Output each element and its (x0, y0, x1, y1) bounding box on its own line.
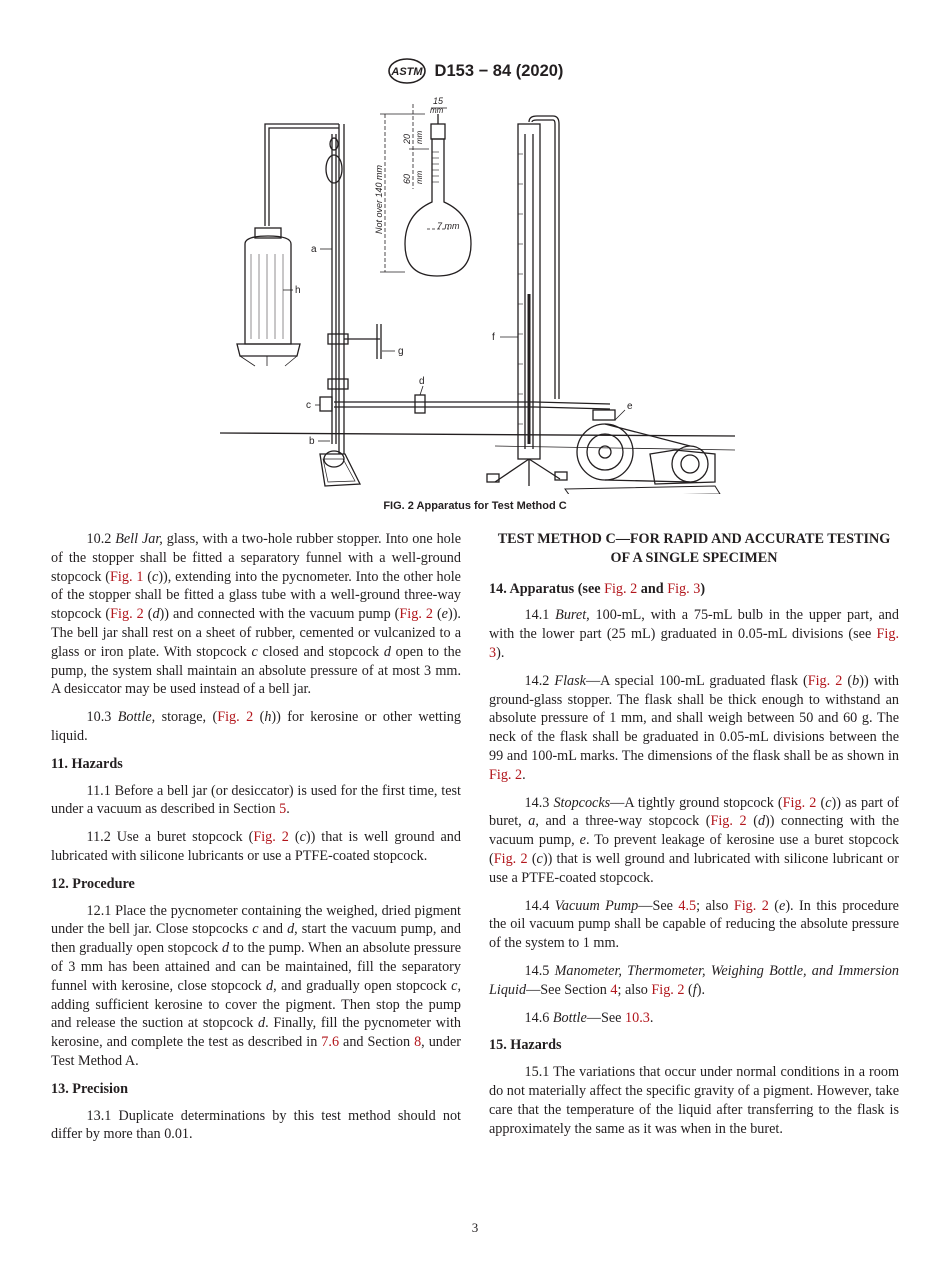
label-e: e (627, 401, 633, 412)
page-number: 3 (471, 1220, 479, 1235)
section-heading-13: 13. Precision (51, 1080, 128, 1097)
label-d: d (419, 376, 425, 387)
section-ref[interactable]: 8 (414, 1034, 422, 1051)
fig-ref[interactable]: Fig. 2 (217, 709, 254, 726)
paragraph-14-2: 14.2 Flask—A special 100-mL graduated flask (Fig. 2 (b)) with ground-glass stopper. The flask shall be thick enough to withstand an absolute pressure of 1 mm, and shall weigh between 50 and 60 g. The neck of the flask shall be graduated in 0.05-mL divisions between the 99 and 100-mL marks. The dimensions of the flask shall be as shown in Fig. 2. (489, 672, 899, 783)
apparatus-figure (215, 94, 735, 494)
paragraph-15-1: 15.1 The variations that occur under normal conditions in a room do not materially affect the specific gravity of a pigment. However, take care that the temperature of the liquid after transferring to the flask is approximately the same as it was when in the buret. (489, 1064, 899, 1137)
fig-ref[interactable]: Fig. 2 (651, 981, 685, 998)
document-id: D153 − 84 (2020) (434, 61, 564, 80)
dim-20: 20 (402, 133, 412, 144)
paragraph-10-3: 10.3 Bottle, storage, (Fig. 2 (h)) for kerosine or other wetting liquid. (51, 709, 461, 744)
dim-140: Not over 140 mm (374, 164, 384, 234)
fig-ref[interactable]: Fig. 2 (110, 606, 144, 623)
dim-15-unit: mm (430, 106, 444, 115)
fig-ref[interactable]: Fig. 2 (733, 897, 769, 914)
fig-ref[interactable]: Fig. 1 (110, 568, 144, 585)
fig-ref[interactable]: Fig. 2 (399, 606, 433, 623)
paragraph-14-6: 14.6 Bottle—See 10.3. (524, 1009, 654, 1026)
section-heading-11: 11. Hazards (51, 755, 123, 772)
fig-ref[interactable]: Fig. 2 (807, 672, 843, 689)
dim-7mm: 7 mm (437, 221, 460, 231)
paragraph-12-1: 12.1 Place the pycnometer containing the weighed, dried pigment under the bell jar. Close stopcocks c and d, start the vacuum pump, and then gradually open stopcock d to the pump. When an absolute pressure of 3 mm has been attained and can be maintained, fill the separatory funnel with kerosine, close stopcock d, and gradually open stopcock c, adding sufficient kerosine to cover the pigment. Then stop the pump and release the suction at stopcock d. Finally, fill the pycnometer with kerosine, and complete the test as described in 7.6 and Section 8, under Test Method A. (51, 902, 462, 1069)
label-c: c (306, 400, 311, 411)
paragraph-14-4: 14.4 Vacuum Pump—See 4.5; also Fig. 2 (e). In this procedure the oil vacuum pump shall be capable of reducing the absolute pressure of the system to 1 mm. (489, 897, 899, 952)
paragraph-11-1: 11.1 Before a bell jar (or desiccator) is used for the first time, test under a vacuum as described in Section 5. (51, 782, 461, 818)
dim-60-unit: mm (415, 170, 424, 184)
dim-20-unit: mm (415, 130, 424, 144)
label-g: g (398, 346, 404, 357)
paragraph-11-2: 11.2 Use a buret stopcock (Fig. 2 (c)) that is well ground and lubricated with silicone lubricants or use a PTFE-coated stopcock. (51, 829, 461, 864)
dim-60: 60 (402, 173, 412, 184)
section-ref[interactable]: 4 (610, 981, 618, 998)
fig-ref[interactable]: Fig. 2 (253, 829, 289, 846)
test-method-heading: TEST METHOD C—FOR RAPID AND ACCURATE TESTING OF A SINGLE SPECIMEN (497, 531, 891, 566)
fig-ref[interactable]: Fig. 2 (489, 766, 523, 783)
fig-ref[interactable]: Fig. 3 (667, 580, 701, 597)
label-b: b (309, 436, 315, 447)
section-ref[interactable]: 7.6 (321, 1034, 340, 1051)
section-ref[interactable]: 5 (279, 801, 287, 818)
label-a: a (311, 244, 317, 255)
paragraph-14-1: 14.1 Buret, 100-mL, with a 75-mL bulb in the upper part, and with the lower part (25 mL) graduated in 0.05-mL divisions (see Fig. 3). (489, 607, 899, 661)
label-h: h (295, 285, 301, 296)
section-ref[interactable]: 10.3 (625, 1009, 650, 1026)
label-f: f (492, 332, 495, 343)
fig-ref[interactable]: Fig. 2 (710, 813, 747, 830)
fig-ref[interactable]: Fig. 2 (604, 580, 638, 597)
figure-caption: FIG. 2 Apparatus for Test Method C (383, 500, 567, 512)
apparatus-drawing (215, 94, 735, 494)
section-heading-12: 12. Procedure (51, 875, 135, 892)
fig-ref[interactable]: Fig. 3 (489, 626, 899, 661)
paragraph-14-5: 14.5 Manometer, Thermometer, Weighing Bottle, and Immersion Liquid—See Section 4; also Fig. 2 (f). (489, 962, 899, 998)
right-column (489, 530, 899, 1147)
astm-logo-icon (387, 58, 427, 84)
dim-15: 15 (433, 96, 444, 106)
fig-ref[interactable]: Fig. 2 (782, 794, 817, 811)
paragraph-10-2: 10.2 Bell Jar, glass, with a two-hole rubber stopper. Into one hole of the stopper shall be fitted a separatory funnel with a well-ground stopcock (Fig. 1 (c)), extending into the pycnometer. Into the other hole of the stopper shall be fitted a glass tube with a well-ground three-way stopcock (Fig. 2 (d)) and connected with the vacuum pump (Fig. 2 (e)). The bell jar shall rest on a sheet of rubber, cemented or vulcanized to a glass or iron plate. With stopcock c closed and stopcock d open to the pump, the system shall maintain an absolute pressure of at most 3 mm. A desiccator may be used instead of a bell jar. (51, 531, 462, 698)
left-column (51, 530, 461, 1153)
section-heading-15: 15. Hazards (489, 1037, 562, 1054)
section-ref[interactable]: 4.5 (678, 897, 697, 914)
section-heading-14: 14. Apparatus (see Fig. 2 and Fig. 3) (489, 580, 706, 597)
paragraph-13-1: 13.1 Duplicate determinations by this test method should not differ by more than 0.01. (51, 1107, 461, 1143)
fig-ref[interactable]: Fig. 2 (493, 850, 528, 867)
page-header (0, 58, 950, 89)
logo-text: ASTM (390, 66, 423, 78)
paragraph-14-3: 14.3 Stopcocks—A tightly ground stopcock (Fig. 2 (c)) as part of buret, a, and a three-way stopcock (Fig. 2 (d)) connecting with the vacuum pump, e. To prevent leakage of kerosine use a buret stopcock (Fig. 2 (c)) that is well ground and lubricated with silicone lubricant or use a PTFE-coated stopcock. (489, 794, 900, 886)
